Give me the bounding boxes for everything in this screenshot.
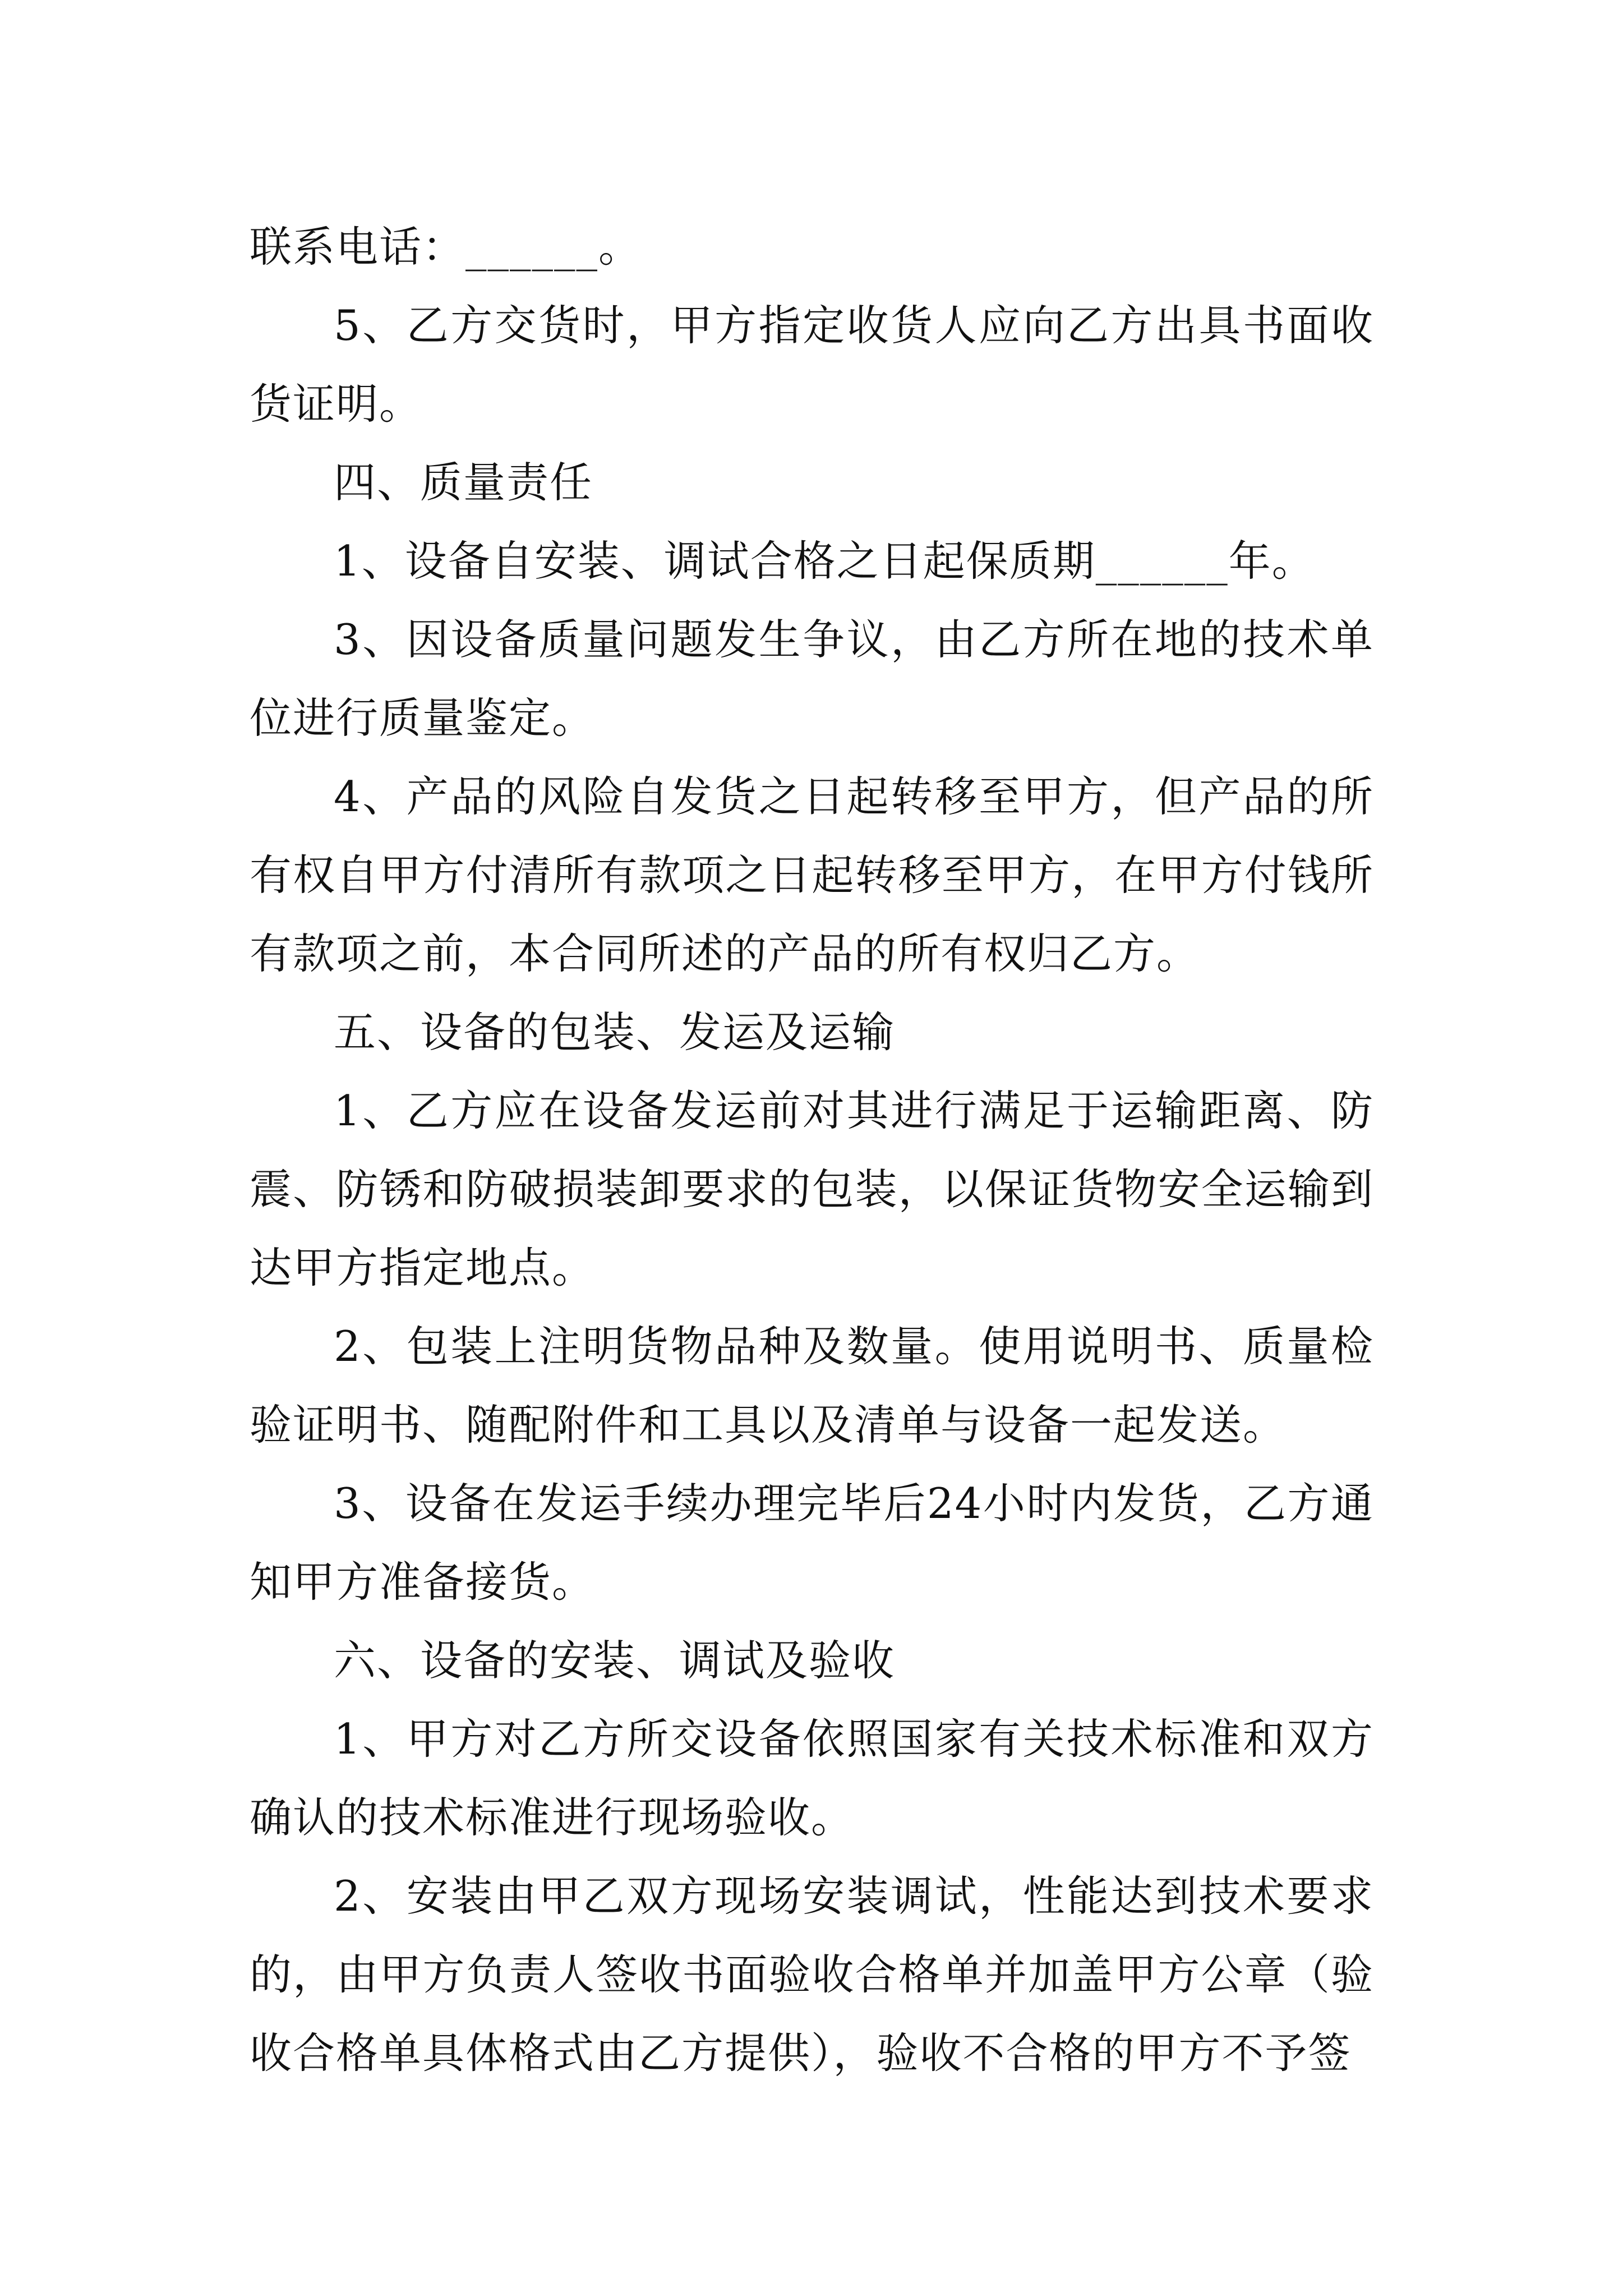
- section-heading-quality: 四、质量责任: [334, 458, 593, 507]
- section-heading-packaging: 五、设备的包装、发运及运输: [334, 1007, 896, 1057]
- clause-3-5-delivery-receipt: 5、乙方交货时，甲方指定收货人应向乙方出具书面收货证明。: [250, 301, 1374, 429]
- clause-5-1-packaging: 1、乙方应在设备发运前对其进行满足于运输距离、防震、防锈和防破损装卸要求的包装，以保证货物安全运输到达甲方指定地点。: [250, 1086, 1374, 1292]
- clause-5-3-shipping: 3、设备在发运手续办理完毕后24小时内发货，乙方通知甲方准备接货。: [250, 1479, 1374, 1607]
- contact-phone-line: 联系电话：______。: [250, 222, 642, 272]
- clause-4-4-risk-ownership: 4、产品的风险自发货之日起转移至甲方，但产品的所有权自甲方付清所有款项之日起转移至甲方，在甲方付钱所有款项之前，本合同所述的产品的所有权归乙方。: [250, 772, 1374, 978]
- clause-4-1-warranty: 1、设备自安装、调试合格之日起保质期______年。: [334, 536, 1315, 586]
- section-heading-installation: 六、设备的安装、调试及验收: [334, 1636, 896, 1685]
- clause-5-2-labeling: 2、包装上注明货物品种及数量。使用说明书、质量检验证明书、随配附件和工具以及清单与设备一起发送。: [250, 1322, 1374, 1450]
- clause-4-3-dispute: 3、因设备质量问题发生争议，由乙方所在地的技术单位进行质量鉴定。: [250, 615, 1374, 743]
- clause-6-1-inspection: 1、甲方对乙方所交设备依照国家有关技术标准和双方确认的技术标准进行现场验收。: [250, 1714, 1374, 1842]
- document-body: [250, 208, 1374, 2092]
- clause-6-2-acceptance: 2、安装由甲乙双方现场安装调试，性能达到技术要求的，由甲方负责人签收书面验收合格单并加盖甲方公章（验收合格单具体格式由乙方提供），验收不合格的甲方不予签: [250, 1871, 1374, 2078]
